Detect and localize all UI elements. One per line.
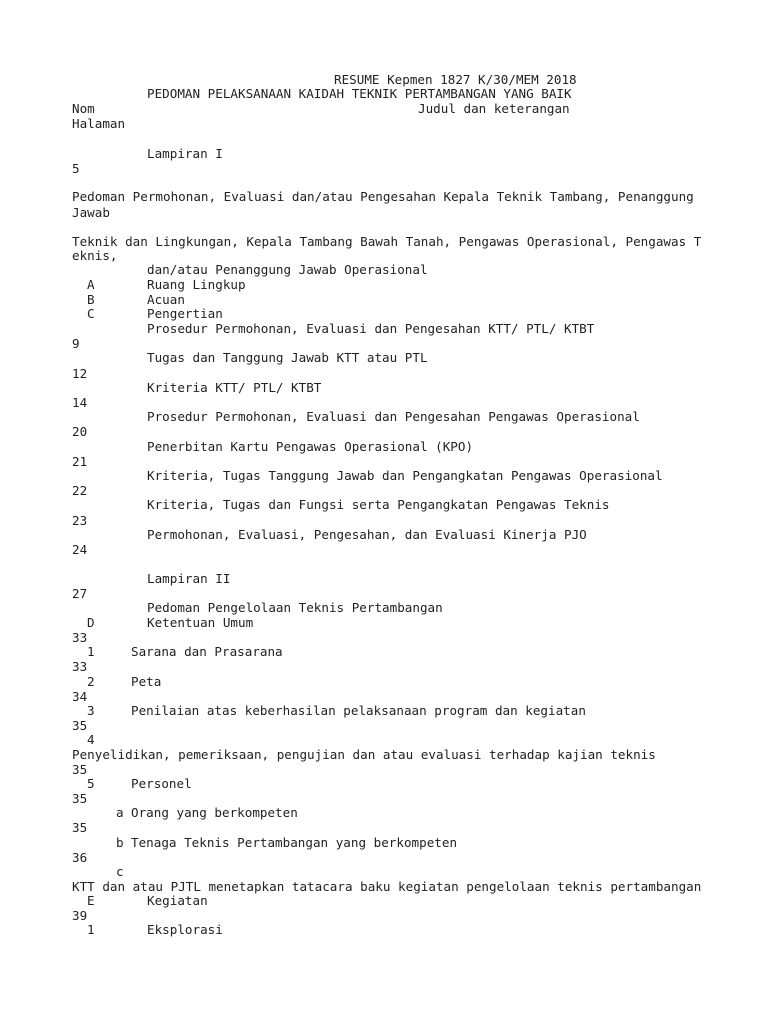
lampiran-1-desc-line: dan/atau Penanggung Jawab Operasional bbox=[147, 262, 428, 277]
lampiran-1-desc-line: Teknik dan Lingkungan, Kepala Tambang Bawah Tanah, Pengawas Operasional, Pengawas T bbox=[72, 234, 702, 249]
entry-text: Penerbitan Kartu Pengawas Operasional (KPO) bbox=[147, 439, 474, 454]
section-e-page: 39 bbox=[72, 908, 88, 923]
d-item-nom: 3 bbox=[87, 703, 95, 718]
entry-page: 12 bbox=[72, 366, 88, 381]
d-item-nom: 4 bbox=[87, 732, 95, 747]
item-nom: A bbox=[87, 277, 95, 292]
personel-item-nom: c bbox=[116, 864, 124, 879]
d-item-text: Sarana dan Prasarana bbox=[131, 644, 283, 659]
section-e-text: Kegiatan bbox=[147, 893, 208, 908]
section-e-nom: E bbox=[87, 893, 95, 908]
entry-text: Prosedur Permohonan, Evaluasi dan Pengesahan Pengawas Operasional bbox=[147, 409, 640, 424]
lampiran-2-desc: Pedoman Pengelolaan Teknis Pertambangan bbox=[147, 600, 443, 615]
d-item-page: 35 bbox=[72, 762, 88, 777]
personel-item-page: 35 bbox=[72, 820, 88, 835]
d-item-page: 35 bbox=[72, 718, 88, 733]
entry-page: 9 bbox=[72, 336, 80, 351]
entry-page: 22 bbox=[72, 483, 88, 498]
personel-item-page: 36 bbox=[72, 850, 88, 865]
d-item-text: Penilaian atas keberhasilan pelaksanaan program dan kegiatan bbox=[131, 703, 586, 718]
personel-item-nom: b bbox=[116, 835, 124, 850]
lampiran-1-desc-line: eknis, bbox=[72, 248, 118, 263]
lampiran-1-title: Lampiran I bbox=[147, 146, 223, 161]
entry-page: 24 bbox=[72, 542, 88, 557]
document-title: RESUME Kepmen 1827 K/30/MEM 2018 bbox=[334, 72, 577, 87]
document-subtitle: PEDOMAN PELAKSANAAN KAIDAH TEKNIK PERTAMBANGAN YANG BAIK bbox=[147, 86, 572, 101]
personel-item-text: Tenaga Teknis Pertambangan yang berkompeten bbox=[131, 835, 458, 850]
entry-text: Kriteria, Tugas dan Fungsi serta Pengangkatan Pengawas Teknis bbox=[147, 497, 610, 512]
e-item-text: Eksplorasi bbox=[147, 922, 223, 937]
entry-text: Tugas dan Tanggung Jawab KTT atau PTL bbox=[147, 350, 428, 365]
entry-page: 23 bbox=[72, 513, 88, 528]
d-item-nom: 1 bbox=[87, 644, 95, 659]
entry-page: 20 bbox=[72, 424, 88, 439]
d-item-page: 33 bbox=[72, 659, 88, 674]
section-d-page: 33 bbox=[72, 630, 88, 645]
personel-item-nom: a bbox=[116, 805, 124, 820]
d-item-text: Penyelidikan, pemeriksaan, pengujian dan atau evaluasi terhadap kajian teknis bbox=[72, 747, 656, 762]
d-item-nom: 5 bbox=[87, 776, 95, 791]
d-item-page: 35 bbox=[72, 791, 88, 806]
item-nom: C bbox=[87, 306, 95, 321]
lampiran-2-title: Lampiran II bbox=[147, 571, 231, 586]
entry-page: 21 bbox=[72, 454, 88, 469]
column-header-judul: Judul dan keterangan bbox=[418, 101, 570, 116]
section-d-nom: D bbox=[87, 615, 95, 630]
d-item-text: Peta bbox=[131, 674, 162, 689]
d-item-text: Personel bbox=[131, 776, 192, 791]
e-item-nom: 1 bbox=[87, 922, 95, 937]
lampiran-1-desc-line: Pedoman Permohonan, Evaluasi dan/atau Pengesahan Kepala Teknik Tambang, Penanggung bbox=[72, 189, 694, 204]
entry-text: Kriteria, Tugas Tanggung Jawab dan Pengangkatan Pengawas Operasional bbox=[147, 468, 663, 483]
entry-text: Kriteria KTT/ PTL/ KTBT bbox=[147, 380, 322, 395]
column-header-nom: Nom bbox=[72, 101, 95, 116]
item-text: Pengertian bbox=[147, 306, 223, 321]
section-d-text: Ketentuan Umum bbox=[147, 615, 254, 630]
d-item-page: 34 bbox=[72, 689, 88, 704]
lampiran-1-desc-line: Jawab bbox=[72, 205, 110, 220]
personel-item-text: KTT dan atau PJTL menetapkan tatacara baku kegiatan pengelolaan teknis pertambangan bbox=[72, 879, 702, 894]
entry-page: 14 bbox=[72, 395, 88, 410]
column-header-halaman: Halaman bbox=[72, 116, 126, 131]
item-text: Ruang Lingkup bbox=[147, 277, 246, 292]
d-item-nom: 2 bbox=[87, 674, 95, 689]
lampiran-2-page: 27 bbox=[72, 586, 88, 601]
item-text: Acuan bbox=[147, 292, 185, 307]
entry-text: Permohonan, Evaluasi, Pengesahan, dan Evaluasi Kinerja PJO bbox=[147, 527, 587, 542]
personel-item-text: Orang yang berkompeten bbox=[131, 805, 298, 820]
lampiran-1-page: 5 bbox=[72, 161, 80, 176]
entry-text: Prosedur Permohonan, Evaluasi dan Pengesahan KTT/ PTL/ KTBT bbox=[147, 321, 595, 336]
item-nom: B bbox=[87, 292, 95, 307]
